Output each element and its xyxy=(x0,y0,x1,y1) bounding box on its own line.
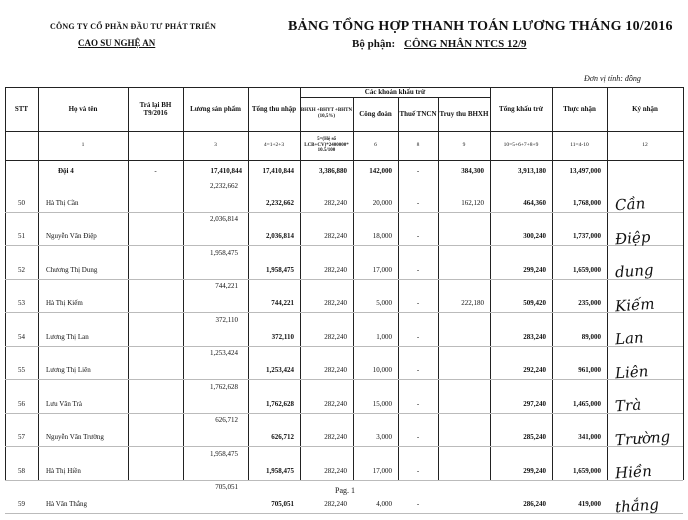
row-cong-doan: 1,000 xyxy=(376,332,392,341)
company-name: CÔNG TY CỔ PHẦN ĐẦU TƯ PHÁT TRIỂN xyxy=(50,22,217,31)
row-luong-upper: 705,051 xyxy=(215,483,238,492)
row-bhxh: 282,240 xyxy=(324,433,347,442)
row-signature: Điệp xyxy=(614,227,652,248)
row-stt: 53 xyxy=(18,299,25,308)
row-tong: 1,762,628 xyxy=(266,399,294,408)
group-name: Đội 4 xyxy=(58,167,74,176)
index-cell: 9 xyxy=(462,142,466,149)
row-stt: 51 xyxy=(18,232,25,241)
row-thue: - xyxy=(416,500,420,509)
row-stt: 54 xyxy=(18,332,25,341)
row-cong-doan: 17,000 xyxy=(372,466,392,475)
row-thuc-nhan: 341,000 xyxy=(578,433,601,442)
group-tong: 17,410,844 xyxy=(262,167,294,176)
row-tong-khau-tru: 464,360 xyxy=(523,198,546,207)
row-bhxh: 282,240 xyxy=(324,500,347,509)
index-cell: 8 xyxy=(416,142,420,149)
row-cong-doan: 20,000 xyxy=(372,198,392,207)
row-stt: 56 xyxy=(18,399,25,408)
row-cong-doan: 15,000 xyxy=(372,399,392,408)
row-thue: - xyxy=(416,198,420,207)
row-cong-doan: 3,000 xyxy=(376,433,392,442)
document-title: BẢNG TỔNG HỢP THANH TOÁN LƯƠNG THÁNG 10/2016 xyxy=(288,19,673,34)
index-row-divider xyxy=(5,160,683,161)
group-trailai: - xyxy=(154,167,157,176)
row-signature: dung xyxy=(614,260,655,282)
row-cong-doan: 10,000 xyxy=(372,366,392,375)
row-cong-doan: 4,000 xyxy=(376,500,392,509)
row-truy-thu xyxy=(438,393,484,415)
row-signature: Trà xyxy=(614,395,642,416)
index-cell: 1 xyxy=(81,142,85,149)
row-stt: 57 xyxy=(18,433,25,442)
row-name: Nguyễn Văn Điệp xyxy=(46,232,97,241)
row-name: Hà Thị Kiếm xyxy=(46,299,83,308)
row-tong: 1,958,475 xyxy=(266,265,294,274)
row-truy-thu xyxy=(438,460,484,482)
row-tong-khau-tru: 300,240 xyxy=(523,232,546,241)
row-signature: Kiếm xyxy=(614,294,656,315)
row-stt: 58 xyxy=(18,466,25,475)
col-header-truy-thu: Truy thu BHXH xyxy=(439,109,489,118)
row-name: Lưu Văn Trà xyxy=(46,399,82,408)
page-number: Pag. 1 xyxy=(335,486,355,495)
row-signature: Lan xyxy=(614,328,645,349)
row-luong-upper: 372,110 xyxy=(215,315,238,324)
unit-label: Đơn vị tính: đồng xyxy=(584,74,641,83)
column-line-12 xyxy=(683,87,684,480)
row-tong-khau-tru: 299,240 xyxy=(523,466,546,475)
row-tong: 705,051 xyxy=(271,500,294,509)
row-thuc-nhan: 1,737,000 xyxy=(573,232,601,241)
row-name: Hà Thị Cần xyxy=(46,198,79,207)
row-thuc-nhan: 1,768,000 xyxy=(573,198,601,207)
col-header-ky-nhan: Ký nhận xyxy=(632,104,658,113)
index-cell: 3 xyxy=(214,142,217,149)
row-signature: Hiền xyxy=(614,461,653,483)
row-tong-khau-tru: 297,240 xyxy=(523,399,546,408)
row-truy-thu xyxy=(438,259,484,281)
row-name: Hà Văn Thắng xyxy=(46,500,87,509)
row-bhxh: 282,240 xyxy=(324,299,347,308)
row-stt: 50 xyxy=(18,198,25,207)
row-truy-thu xyxy=(438,427,484,449)
row-tong: 1,253,424 xyxy=(266,366,294,375)
row-bhxh: 282,240 xyxy=(324,466,347,475)
row-name: Nguyễn Văn Trường xyxy=(46,433,104,442)
index-cell: 5=(Hệ số LCB+CV)*2400000* 10.5/100 xyxy=(304,136,349,154)
col-header-tong-thu-nhap: Tổng thu nhập xyxy=(251,104,297,113)
row-luong-upper: 2,232,662 xyxy=(210,181,238,190)
row-luong-upper: 1,762,628 xyxy=(210,382,238,391)
row-luong-upper: 2,036,814 xyxy=(210,215,238,224)
col-header-trailai: Trả lại BH T9/2016 xyxy=(139,100,172,117)
row-signature: thắng xyxy=(614,494,660,516)
row-cong-doan: 5,000 xyxy=(376,299,392,308)
row-stt: 52 xyxy=(18,265,25,274)
row-name: Lương Thị Lan xyxy=(46,332,89,341)
row-thue: - xyxy=(416,299,420,308)
row-tong-khau-tru: 285,240 xyxy=(523,433,546,442)
row-luong-upper: 744,221 xyxy=(215,282,238,291)
row-truy-thu xyxy=(438,494,484,516)
row-luong-upper: 1,958,475 xyxy=(210,449,238,458)
row-thuc-nhan: 419,000 xyxy=(578,500,601,509)
group-cong-doan: 142,000 xyxy=(369,167,392,176)
row-name: Lương Thị Liên xyxy=(46,366,91,375)
group-luong: 17,410,844 xyxy=(210,167,242,176)
row-thuc-nhan: 1,465,000 xyxy=(573,399,601,408)
row-tong-khau-tru: 286,240 xyxy=(523,500,546,509)
row-luong-upper: 626,712 xyxy=(215,416,238,425)
row-tong: 744,221 xyxy=(271,299,294,308)
row-thue: - xyxy=(416,265,420,274)
row-bhxh: 282,240 xyxy=(324,399,347,408)
row-tong-khau-tru: 283,240 xyxy=(523,332,546,341)
row-tong: 626,712 xyxy=(271,433,294,442)
col-header-stt: STT xyxy=(14,104,29,113)
col-header-khau-tru-group: Các khoản khấu trừ xyxy=(364,87,426,96)
row-thue: - xyxy=(416,366,420,375)
row-truy-thu: 222,180 xyxy=(461,299,484,308)
row-thue: - xyxy=(416,466,420,475)
row-bhxh: 282,240 xyxy=(324,232,347,241)
group-thuc-nhan: 13,497,000 xyxy=(569,167,601,176)
row-tong: 2,232,662 xyxy=(266,198,294,207)
row-truy-thu: 162,120 xyxy=(461,198,484,207)
row-thuc-nhan: 89,000 xyxy=(581,332,601,341)
index-cell: 11=4-10 xyxy=(570,142,589,149)
index-cell: 4=1+2+3 xyxy=(263,142,285,149)
row-truy-thu xyxy=(438,226,484,248)
column-line-2 xyxy=(128,87,129,480)
row-stt: 55 xyxy=(18,366,25,375)
group-bhxh: 3,386,880 xyxy=(319,167,347,176)
row-stt: 59 xyxy=(18,500,25,509)
row-tong-khau-tru: 299,240 xyxy=(523,265,546,274)
group-tong-khau-tru: 3,913,180 xyxy=(518,167,546,176)
row-tong-khau-tru: 509,420 xyxy=(523,299,546,308)
index-cell: 6 xyxy=(374,142,377,149)
row-bhxh: 282,240 xyxy=(324,366,347,375)
col-header-cong-doan: Công đoàn xyxy=(359,109,392,118)
row-thuc-nhan: 1,659,000 xyxy=(573,466,601,475)
row-thue: - xyxy=(416,433,420,442)
company-subname: CAO SU NGHỆ AN xyxy=(78,38,156,48)
row-thue: - xyxy=(416,399,420,408)
row-tong: 1,958,475 xyxy=(266,466,294,475)
col-header-name: Họ và tên xyxy=(68,104,98,113)
row-cong-doan: 17,000 xyxy=(372,265,392,274)
row-tong: 372,110 xyxy=(271,332,294,341)
department-label: Bộ phận: xyxy=(352,38,396,50)
col-header-thuc-nhan: Thực nhận xyxy=(563,104,596,113)
index-cell: 10=5+6+7+8+9 xyxy=(503,142,539,149)
group-truy-thu: 384,300 xyxy=(461,167,484,176)
row-truy-thu xyxy=(438,326,484,348)
group-thue: - xyxy=(416,167,420,176)
index-cell: 12 xyxy=(642,142,648,149)
row-signature: Liên xyxy=(614,361,649,382)
row-cong-doan: 18,000 xyxy=(372,232,392,241)
col-header-thue: Thuế TNCN xyxy=(399,109,437,118)
row-thuc-nhan: 1,659,000 xyxy=(573,265,601,274)
column-line-0 xyxy=(5,87,6,480)
row-tong-khau-tru: 292,240 xyxy=(523,366,546,375)
row-thuc-nhan: 235,000 xyxy=(578,299,601,308)
row-tong: 2,036,814 xyxy=(266,232,294,241)
col-header-luong: Lương sản phẩm xyxy=(190,104,241,113)
row-bhxh: 282,240 xyxy=(324,265,347,274)
row-name: Chương Thị Dung xyxy=(46,265,98,274)
row-name: Hà Thị Hiền xyxy=(46,466,81,475)
row-bhxh: 282,240 xyxy=(324,198,347,207)
row-signature: Trường xyxy=(614,427,671,449)
row-bhxh: 282,240 xyxy=(324,332,347,341)
row-luong-upper: 1,253,424 xyxy=(210,349,238,358)
row-luong-upper: 1,958,475 xyxy=(210,248,238,257)
col-header-tong-khau-tru: Tổng khấu trừ xyxy=(499,104,543,113)
row-thue: - xyxy=(416,232,420,241)
department-value: CÔNG NHÂN NTCS 12/9 xyxy=(404,38,527,50)
row-truy-thu xyxy=(438,360,484,382)
row-thue: - xyxy=(416,332,420,341)
row-thuc-nhan: 961,000 xyxy=(578,366,601,375)
col-header-bhxh: BHXH +BHYT +BHTN (10,5%) xyxy=(300,108,353,119)
row-signature: Cần xyxy=(614,194,646,215)
